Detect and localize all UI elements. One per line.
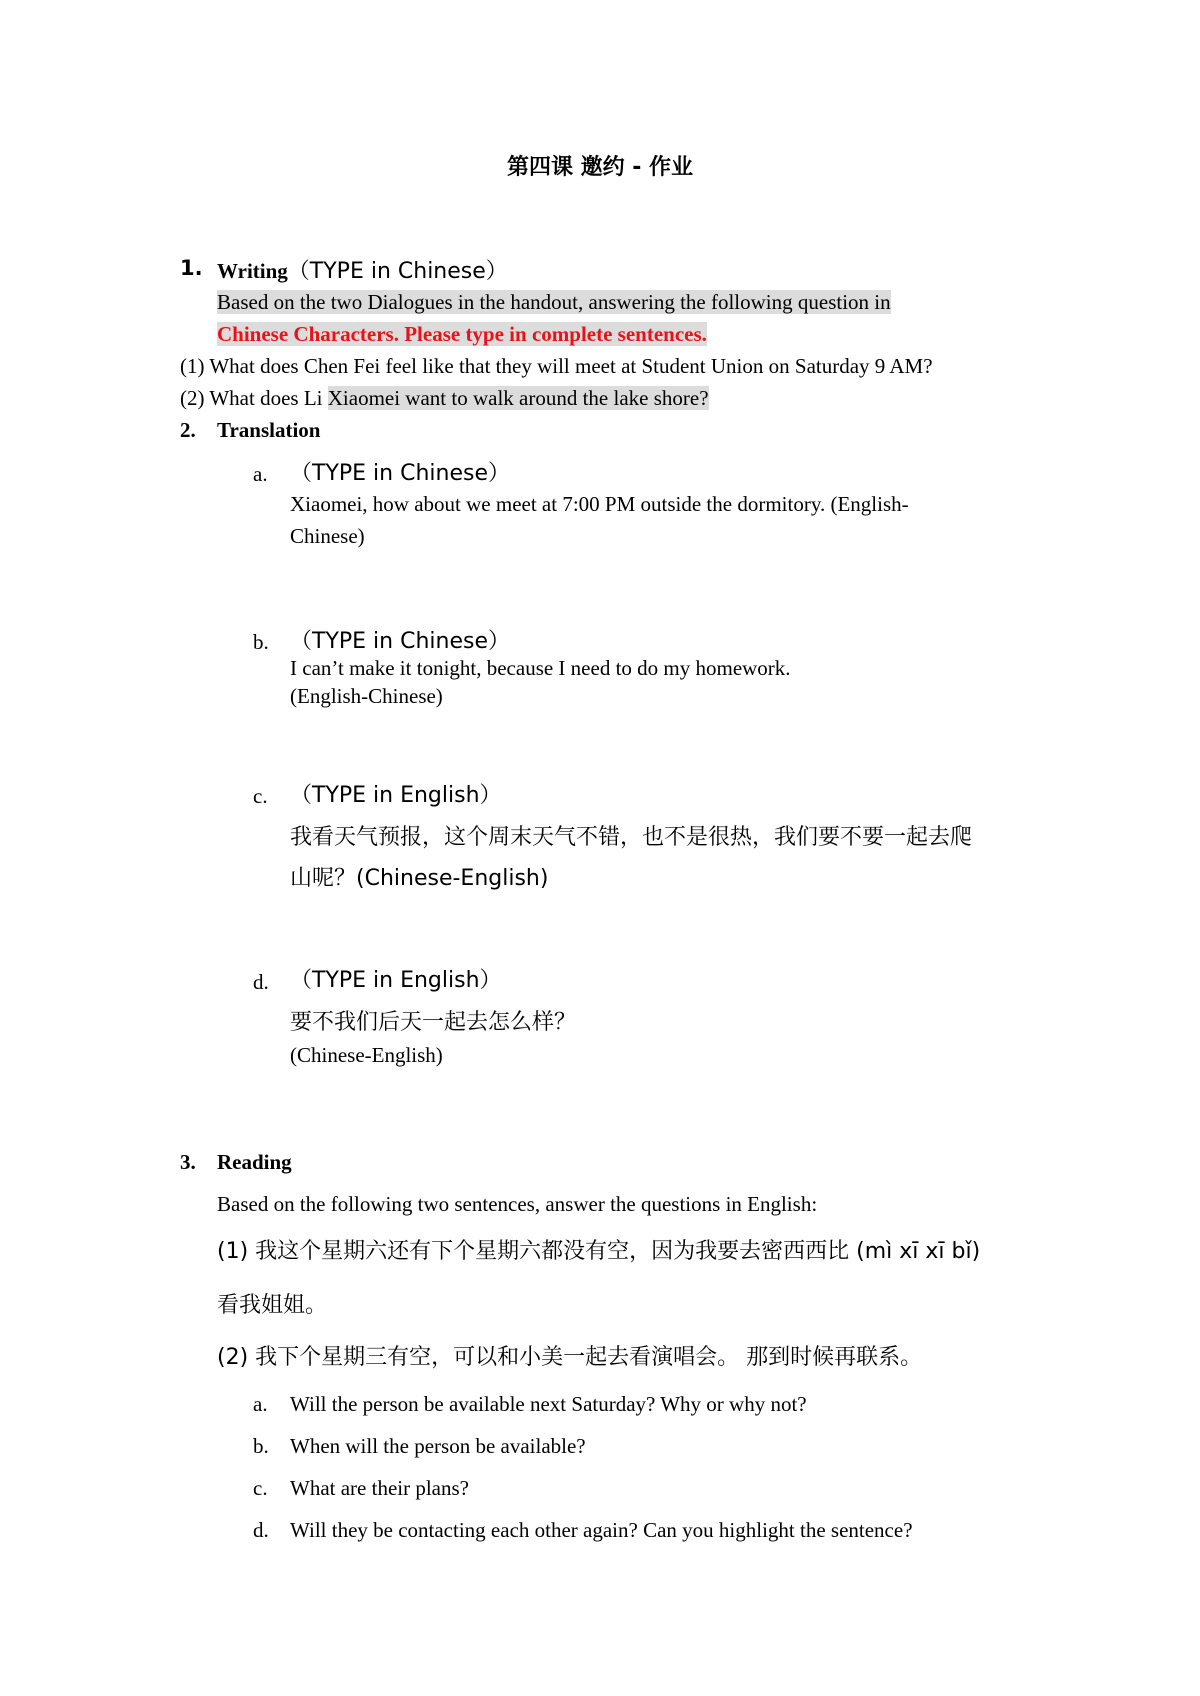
reading-question-d-letter: d. xyxy=(253,1518,269,1542)
section-1-question-2 xyxy=(180,386,709,411)
reading-question-d: Will they be contacting each other again? Can you highlight the sentence? xyxy=(290,1518,913,1542)
section-2-number: 2. xyxy=(180,418,196,442)
page-title: 第四课 邀约 - 作业 xyxy=(506,155,694,180)
question-2-highlighted: Xiaomei want to walk around the lake shore? xyxy=(327,386,709,410)
reading-question-b-letter: b. xyxy=(253,1434,269,1458)
translation-b-letter: b. xyxy=(253,630,269,654)
reading-question-c: What are their plans? xyxy=(290,1476,469,1500)
translation-b-text-1: I can’t make it tonight, because I need to do my homework. xyxy=(290,656,791,680)
section-3-heading: Reading xyxy=(217,1150,292,1174)
section-1-instruction-line-2 xyxy=(217,322,707,347)
translation-b-label: （TYPE in Chinese） xyxy=(290,629,510,654)
reading-question-a-letter: a. xyxy=(253,1392,268,1416)
translation-a-text-1: Xiaomei, how about we meet at 7:00 PM outside the dormitory. (English- xyxy=(290,492,909,516)
translation-c-text-2: 山呢？(Chinese-English) xyxy=(290,866,549,891)
translation-d-text-2: (Chinese-English) xyxy=(290,1043,443,1067)
section-3-instruction: Based on the following two sentences, answer the questions in English: xyxy=(217,1192,818,1216)
translation-c-label: （TYPE in English） xyxy=(290,783,502,808)
highlighted-instruction: Based on the two Dialogues in the handout, answering the following question in xyxy=(217,290,891,314)
translation-d-text-1: 要不我们后天一起去怎么样？ xyxy=(290,1010,577,1035)
translation-b-text-2: (English-Chinese) xyxy=(290,684,443,708)
section-1-heading: Writing xyxy=(217,259,288,283)
translation-a-text-2: Chinese) xyxy=(290,524,365,548)
section-1-question-1: (1) What does Chen Fei feel like that they will meet at Student Union on Saturday 9 AM? xyxy=(180,354,933,378)
reading-sentence-1-line-1: (1) 我这个星期六还有下个星期六都没有空，因为我要去密西西比 (mì xī xī bǐ) xyxy=(217,1239,981,1264)
question-2-start: (2) What does Li xyxy=(180,386,328,410)
reading-question-b: When will the person be available? xyxy=(290,1434,586,1458)
translation-c-letter: c. xyxy=(253,784,268,808)
section-1-heading-line xyxy=(217,254,508,285)
translation-d-label: （TYPE in English） xyxy=(290,968,502,993)
section-1-heading-note: （TYPE in Chinese） xyxy=(287,259,508,284)
section-2-heading: Translation xyxy=(217,418,321,442)
reading-question-c-letter: c. xyxy=(253,1476,268,1500)
reading-question-a: Will the person be available next Saturday? Why or why not? xyxy=(290,1392,807,1416)
section-3-number: 3. xyxy=(180,1150,196,1174)
translation-a-label: （TYPE in Chinese） xyxy=(290,461,510,486)
translation-a-letter: a. xyxy=(253,462,268,486)
red-instruction: Chinese Characters. Please type in complete sentences. xyxy=(217,322,707,346)
translation-c-text-1: 我看天气预报，这个周末天气不错，也不是很热，我们要不要一起去爬 xyxy=(290,825,973,850)
translation-d-letter: d. xyxy=(253,970,269,994)
section-1-instruction-line-1 xyxy=(217,290,891,315)
reading-sentence-1-line-2: 看我姐姐。 xyxy=(217,1293,328,1318)
reading-sentence-2: (2) 我下个星期三有空，可以和小美一起去看演唱会。 那到时候再联系。 xyxy=(217,1345,923,1370)
section-1-number: 1. xyxy=(180,256,203,280)
